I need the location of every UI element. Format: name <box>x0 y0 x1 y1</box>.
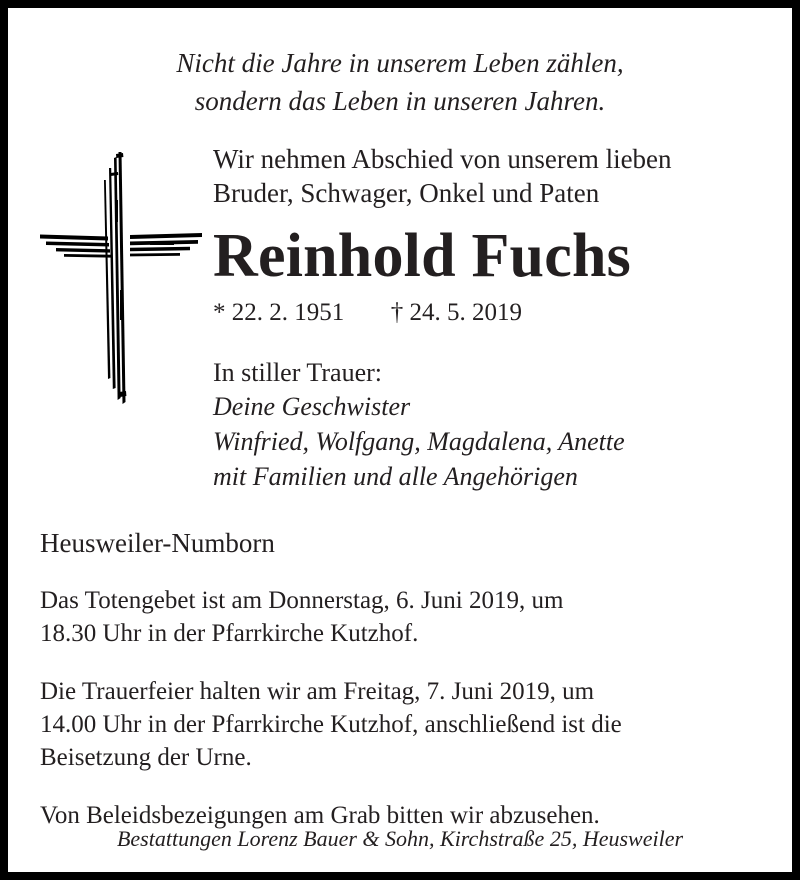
death-date: 24. 5. 2019 <box>409 298 522 326</box>
right-column <box>213 142 780 494</box>
death-symbol: † <box>390 298 404 326</box>
service-paragraph <box>40 675 772 774</box>
condolence-note-line: Von Beleidsbezeigungen am Grab bitten wir abzusehen. <box>40 802 600 830</box>
life-dates <box>213 298 780 328</box>
lower-block <box>40 527 772 832</box>
mourners-heading: In stiller Trauer: <box>213 357 382 387</box>
prayer-line-1: Das Totengebet ist am Donnerstag, 6. Juni 2019, um <box>40 587 564 615</box>
mourners-line-3: mit Familien und alle Angehörigen <box>213 461 578 491</box>
service-line-3: Beisetzung der Urne. <box>40 744 252 772</box>
epigraph <box>68 44 732 121</box>
epigraph-line-2: sondern das Leben in unseren Jahren. <box>194 86 606 117</box>
intro-line-1: Wir nehmen Abschied von unserem lieben <box>213 144 672 174</box>
intro-line-2: Bruder, Schwager, Onkel und Paten <box>213 178 600 209</box>
prayer-line-2: 18.30 Uhr in der Pfarrkirche Kutzhof. <box>40 620 419 648</box>
birth-symbol: * <box>213 298 226 326</box>
intro-text <box>213 142 780 211</box>
cross-icon <box>30 140 210 415</box>
mourners-line-2: Winfried, Wolfgang, Magdalena, Anette <box>213 426 625 456</box>
epigraph-line-1: Nicht die Jahre in unserem Leben zählen, <box>176 48 624 78</box>
service-line-2: 14.00 Uhr in der Pfarrkirche Kutzhof, anschließend ist die <box>40 711 622 739</box>
mourners-block <box>213 356 780 494</box>
deceased-name: Reinhold Fuchs <box>213 221 631 290</box>
place-name: Heusweiler-Numborn <box>40 528 275 558</box>
funeral-home-credit: Bestattungen Lorenz Bauer & Sohn, Kirchstraße 25, Heusweiler <box>116 825 684 851</box>
birth-date: 22. 2. 1951 <box>231 298 345 326</box>
notice-inner <box>8 8 792 872</box>
mourners-line-1: Deine Geschwister <box>213 392 411 422</box>
service-line-1: Die Trauerfeier halten wir am Freitag, 7. Juni 2019, um <box>40 678 595 706</box>
prayer-paragraph <box>40 584 772 650</box>
